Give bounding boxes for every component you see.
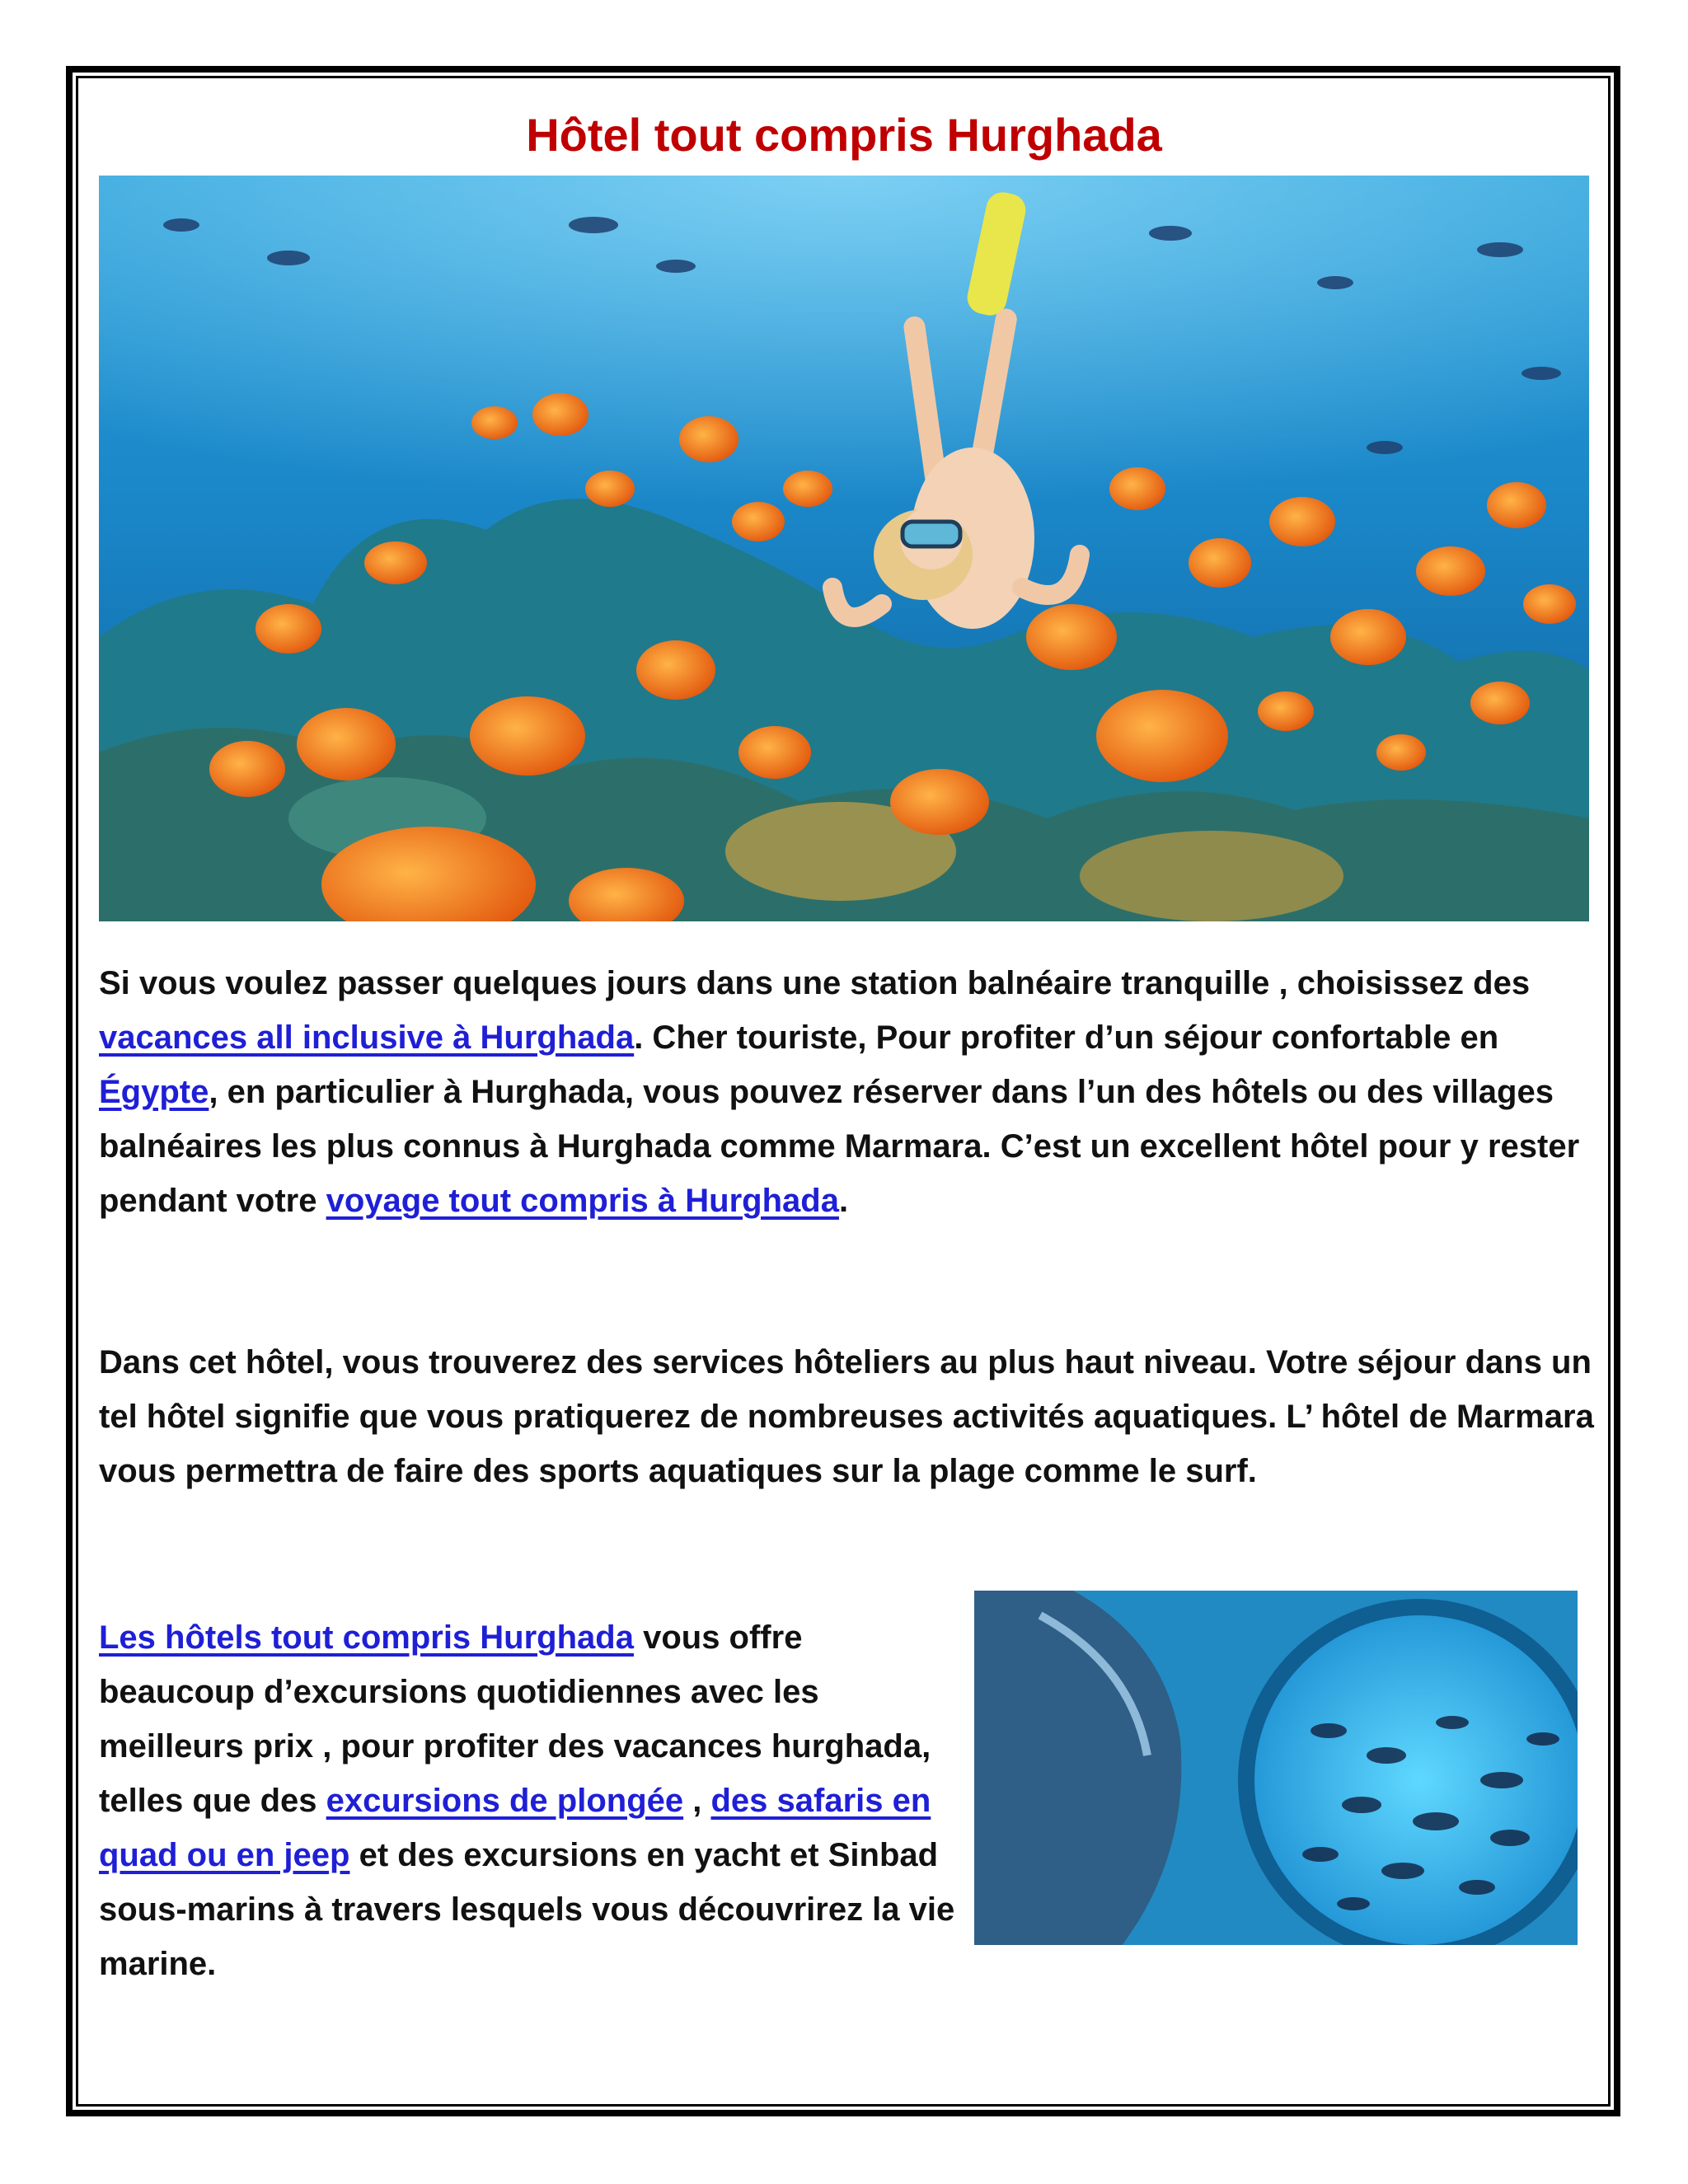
link-excursions-plongee[interactable]: excursions de plongée <box>326 1783 684 1819</box>
hero-snorkeling-photo <box>99 176 1589 921</box>
excursions-text-3: et des excursions en yacht et Sinbad sous-marins à travers lesquels vous découvrirez la vie marine. <box>99 1837 955 1982</box>
intro-text-4: . <box>838 1183 849 1219</box>
intro-text-3: , en particulier à Hurghada, vous pouvez réserver dans l’un des hôtels ou des villages balnéaires les plus connus à Hurghada comme Marmara. C’est un excellent hôtel pour y rester pendant votre <box>99 1074 1580 1219</box>
link-safaris-quad-jeep[interactable]: des safaris en quad ou en jeep <box>99 1783 931 1873</box>
excursions-paragraph <box>99 1610 964 1991</box>
excursions-text-1: vous offre beaucoup d’excursions quotidiennes avec les meilleurs prix , pour profiter des vacances hurghada, telles que des <box>99 1619 931 1819</box>
link-hotels-tout-compris[interactable]: Les hôtels tout compris Hurghada <box>99 1619 634 1656</box>
submarine-porthole-photo <box>974 1591 1578 1945</box>
intro-text-1: Si vous voulez passer quelques jours dans une station balnéaire tranquille , choisissez des <box>99 965 1531 1001</box>
page-title: Hôtel tout compris Hurghada <box>526 109 1162 161</box>
intro-paragraph <box>99 956 1599 1228</box>
hotel-services-paragraph: Dans cet hôtel, vous trouverez des services hôteliers au plus haut niveau. Votre séjour dans un tel hôtel signifie que vous pratiquerez de nombreuses activités aquatiques. L’ hôtel de Marmara vous permettra de faire des sports aquatiques sur la plage comme le surf. <box>99 1344 1594 1489</box>
link-voyage-tout-compris[interactable]: voyage tout compris à Hurghada <box>326 1183 839 1219</box>
intro-text-2: . Cher touriste, Pour profiter d’un séjour confortable en <box>634 1019 1499 1056</box>
excursions-text-2: , <box>683 1783 711 1819</box>
link-egypte[interactable]: Égypte <box>99 1074 209 1110</box>
link-vacances-all-inclusive[interactable]: vacances all inclusive à Hurghada <box>99 1019 635 1056</box>
